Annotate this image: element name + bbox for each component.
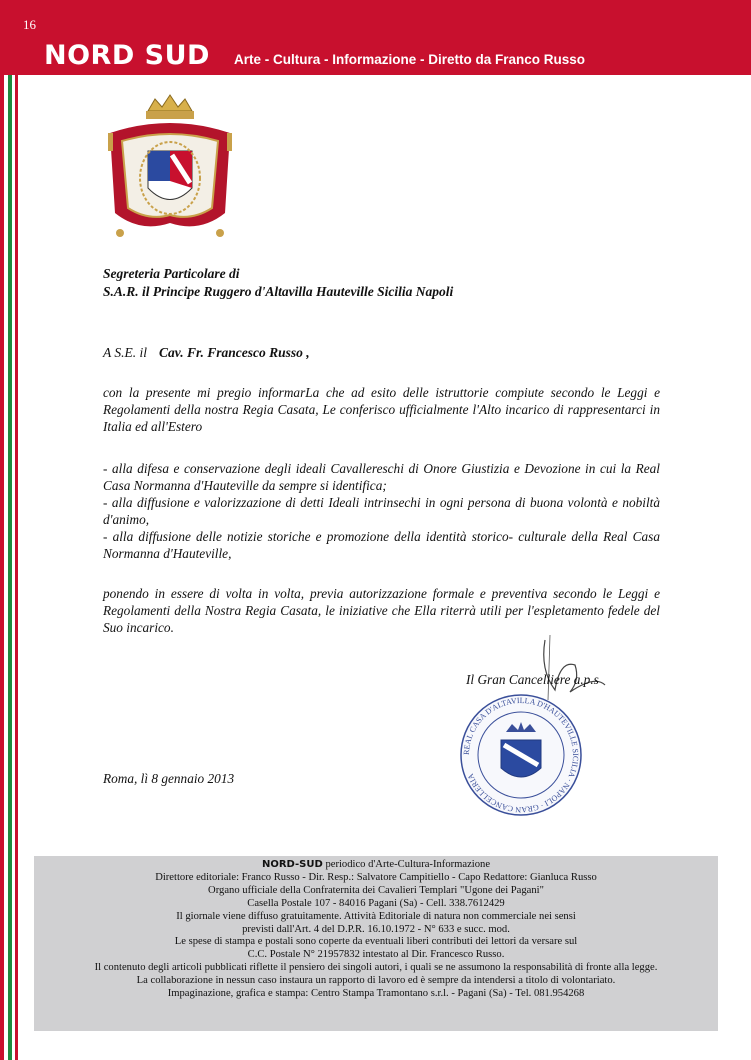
colophon-line: Casella Postale 107 - 84016 Pagani (Sa) - Cell. 338.7612429 [247,897,505,909]
mission-list-item: - alla diffusione delle notizie storiche e promozione della identità storico- culturale della Real Casa Normanna d'Hauteville, [103,529,660,561]
seal-text: REAL CASA D'ALTAVILLA D'HAUTEVILLE SICILIA · NAPOLI · GRAN CANCELLERIA [461,695,581,815]
colophon-line: Il contenuto degli articoli pubblicati riflette il pensiero dei singoli autori, i quali se ne assumono la responsabilità di fronte alla legge. [94,962,658,974]
page-header [0,0,751,75]
letter-paragraph-2: ponendo in essere di volta in volta, previa autorizzazione formale e preventiva secondo le Leggi e Regolamenti della Nostra Regia Casata, le iniziative che Ella riterrà utili per l'espletamento fedele del Suo incarico. [103,586,660,635]
secretariat-line-1: Segreteria Particolare di [103,266,240,281]
colophon-line: Organo ufficiale della Confraternita dei Cavalieri Templari "Ugone dei Pagani" [208,884,544,896]
colophon-line: Le spese di stampa e postali sono coperte da eventuali liberi contributi dei lettori da versare sul [174,936,578,948]
page-number: 16 [23,17,36,32]
colophon-line: previsti dall'Art. 4 del D.P.R. 16.10.1972 - N° 633 e succ. mod. [242,923,510,935]
colophon-box [34,856,718,1031]
chancellery-seal-icon [456,690,586,820]
letter-paragraph-1: con la presente mi pregio informarLa che ad esito delle istruttorie compiute secondo le Leggi e Regolamenti della nostra Regia Casata, Le conferisco ufficialmente l'Alto incarico di rappresentarci in Italia ed all'Estero [103,385,660,434]
colophon-line: La collaborazione in nessun caso instaura un rapporto di lavoro ed è sempre da intendersi a titolo di volontariato. [136,975,616,987]
mission-list-item: - alla difesa e conservazione degli ideali Cavallereschi di Onore Giustizia e Devozione in cui la Real Casa Normanna d'Hauteville da sempre si identifica; [103,461,660,493]
mission-list-item: - alla diffusione e valorizzazione di detti Ideali intrinsechi in ogni persona di buona volontà e nobiltà d'animo, [103,495,660,527]
masthead-title: NORD SUD [44,40,210,71]
secretariat-line-2: S.A.R. il Principe Ruggero d'Altavilla Hauteville Sicilia Napoli [103,284,454,299]
signature-title: Il Gran Cancelliere a.p.s [466,672,599,687]
masthead-tagline: Arte - Cultura - Informazione - Diretto da Franco Russo [234,52,586,67]
colophon-brand: NORD-SUD [261,859,323,870]
letter-date: Roma, lì 8 gennaio 2013 [103,771,235,786]
colophon-brand-suffix: periodico d'Arte-Cultura-Informazione [322,859,491,870]
colophon-line: Impaginazione, grafica e stampa: Centro Stampa Tramontano s.r.l. - Pagani (Sa) - Tel. 081.954268 [167,988,585,1000]
flag-stripe-red-inner [15,75,18,1060]
mission-list [103,460,660,562]
addressee-line [103,344,310,361]
addressee-prefix: A S.E. il [103,345,148,360]
colophon-line: Il giornale viene diffuso gratuitamente. Attività Editoriale di natura non commerciale nei sensi [176,910,576,922]
colophon-title [34,859,718,872]
addressee-name: Cav. Fr. Francesco Russo , [159,345,310,360]
secretariat-heading [103,265,453,301]
colophon-line: C.C. Postale N° 21957832 intestato al Dir. Francesco Russo. [247,949,505,961]
coat-of-arms-icon [100,93,240,243]
colophon-line: Direttore editoriale: Franco Russo - Dir. Resp.: Salvatore Campitiello - Capo Redattore: Gianluca Russo [155,871,597,883]
